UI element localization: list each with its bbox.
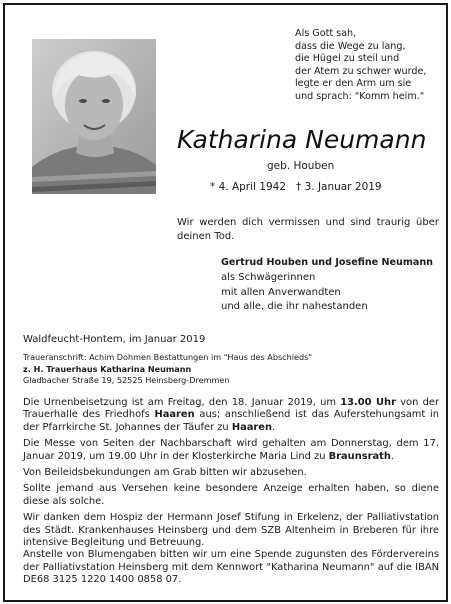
condolence-paragraph: Von Beileidsbekundungen am Grab bitten wir abzusehen. (23, 467, 307, 479)
mourner-line: und alle, die ihr nahestanden (221, 301, 368, 313)
mourner-line: mit allen Anverwandten (221, 286, 341, 298)
address-line: Traueranschrift: Achim Dohmen Bestattungen im "Haus des Abschieds" (23, 352, 313, 362)
poem (295, 28, 445, 104)
portrait-image (32, 39, 156, 194)
death-date: † 3. Januar 2019 (296, 181, 382, 193)
life-dates (210, 181, 382, 193)
mourner-line: als Schwägerinnen (221, 271, 316, 283)
mass-paragraph (23, 438, 439, 463)
burial-time: 13.00 Uhr (340, 397, 396, 408)
poem-line: dass die Wege zu lang, (295, 40, 406, 52)
donation-paragraph: Anstelle von Blumengaben bitten wir um eine Spende zugunsten des Fördervereins der Palliativstation Heinsberg mit dem Kennwort "Katharina Neumann" auf die IBAN DE68 3125 1220 1400 0858 07. (23, 549, 439, 586)
place-date: Waldfeucht-Hontem, im Januar 2019 (23, 334, 206, 345)
poem-line: die Hügel zu steil und (295, 53, 400, 65)
birth-date: * 4. April 1942 (210, 181, 287, 193)
text-part: aus; anschließend ist das Auferstehungsamt in der Pfarrkirche St. Johannes der Täufer zu (23, 409, 439, 433)
address-line: z. H. Trauerhaus Katharina Neumann (23, 363, 192, 374)
poem-line: und sprach: "Komm heim." (295, 90, 425, 102)
announcement-body (23, 397, 439, 591)
mourner-names: Gertrud Houben und Josefine Neumann (221, 257, 433, 268)
poem-line: der Atem zu schwer wurde, (295, 65, 427, 77)
poem-line: Als Gott sah, (295, 28, 357, 39)
obituary-card (3, 3, 448, 602)
mourning-address (23, 352, 443, 387)
thanks-paragraph: Wir danken dem Hospiz der Hermann Josef Stifung in Erkelenz, der Palliativstation des Städt. Krankenhauses Heinsberg und dem SZB Altenheim in Breberen für ihre intensive Begleitung und Betreuung. (23, 512, 439, 549)
farewell-text: Wir werden dich vermissen und sind traurig über deinen Tod. (177, 217, 439, 242)
portrait-photo (32, 39, 156, 194)
text-part: von der Trauerhalle des Friedhofs (23, 397, 440, 421)
poem-line: legte er den Arm um sie (295, 78, 412, 90)
deceased-name: Katharina Neumann (177, 125, 427, 154)
text-part: Die Urnenbeisetzung ist am Freitag, den 18. Januar 2019, um (23, 397, 341, 408)
mourners (221, 256, 443, 315)
urn-burial-paragraph (23, 397, 439, 434)
text-part: Die Messe von Seiten der Nachbarschaft wird gehalten am Donnerstag, dem 17. Januar 2019, um 19.00 Uhr in der Klosterkirche Maria Lind zu (23, 438, 439, 462)
birth-name: geb. Houben (267, 160, 335, 172)
text-part: . (390, 450, 395, 462)
notice-paragraph: Sollte jemand aus Versehen keine besondere Anzeige erhalten haben, so diene diese als solche. (23, 483, 439, 507)
church-place: Haaren (231, 421, 273, 433)
mass-place: Braunsrath (328, 450, 391, 462)
burial-place: Haaren (154, 409, 195, 421)
text-part: . (272, 421, 276, 433)
address-line: Gladbacher Straße 19, 52525 Heinsberg-Dremmen (23, 375, 230, 385)
